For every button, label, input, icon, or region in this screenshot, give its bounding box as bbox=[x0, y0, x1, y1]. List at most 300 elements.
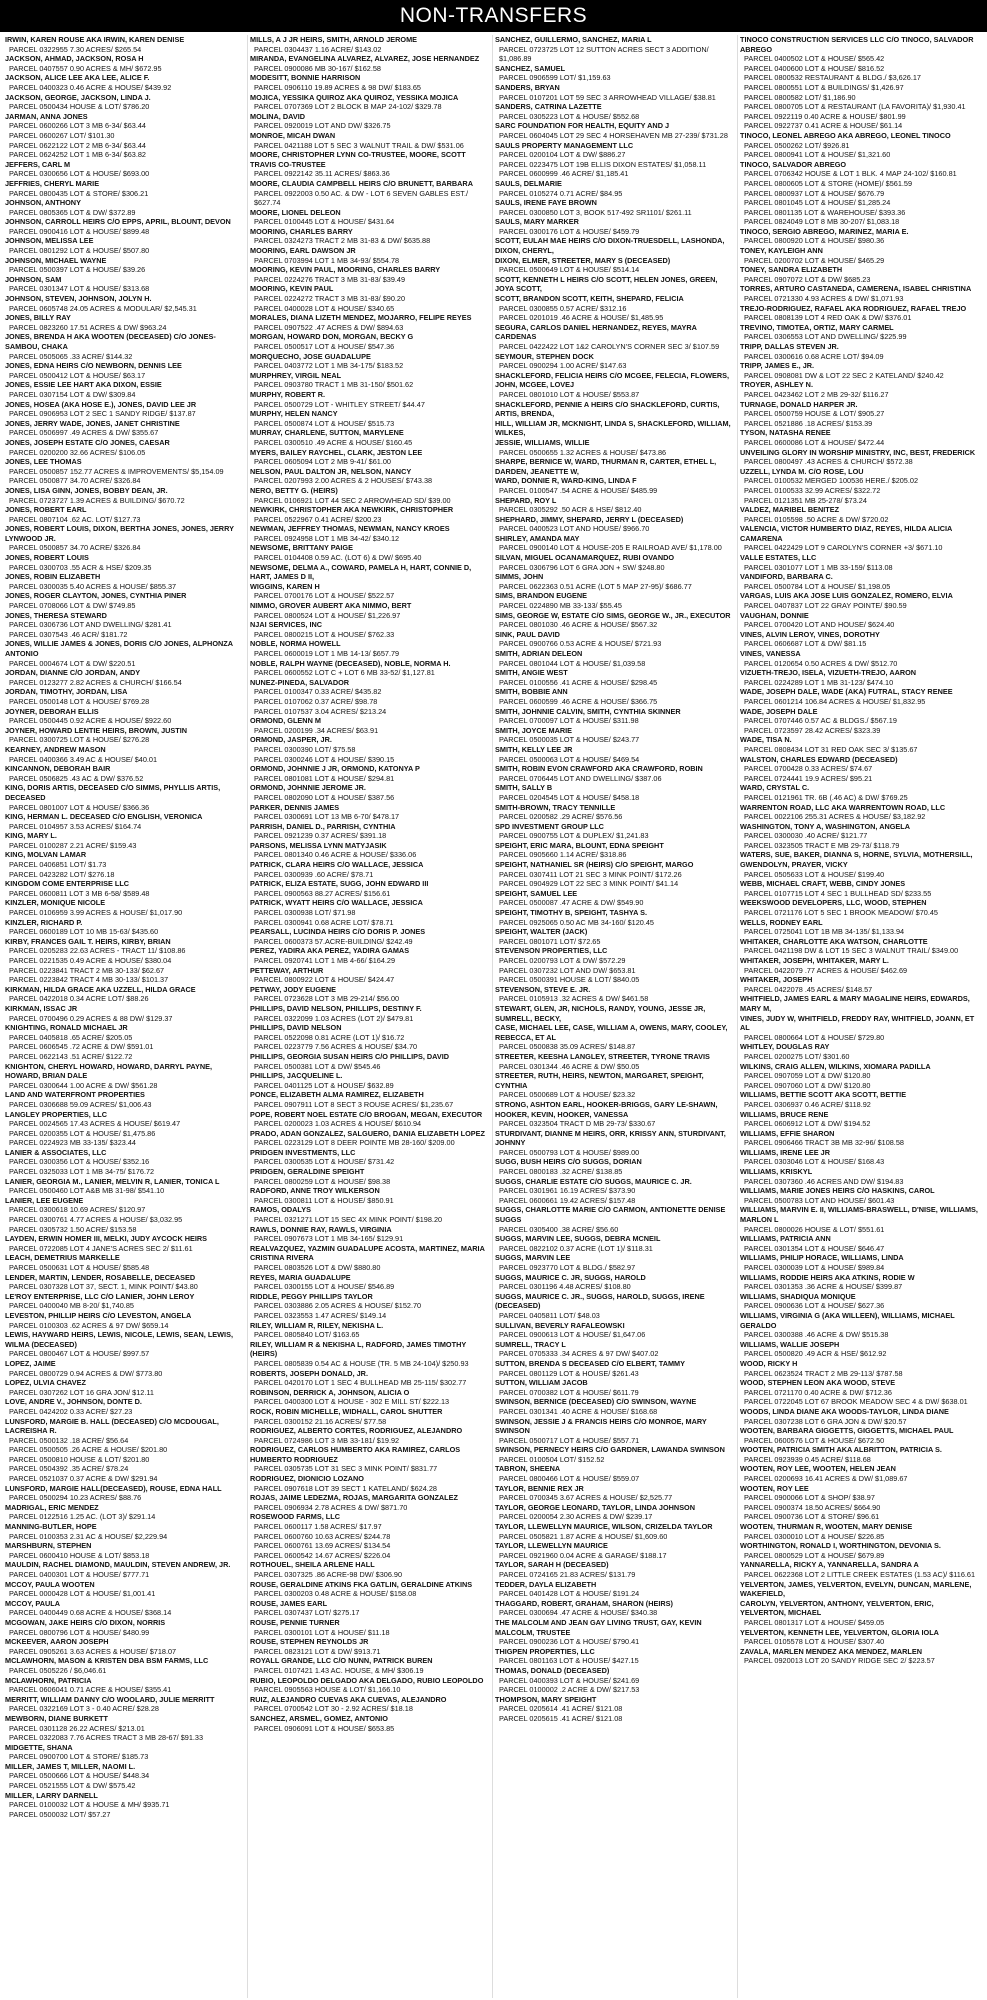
owner-name: MURPHREY, VIRGIL NEAL bbox=[250, 370, 342, 380]
owner-name: LAYDEN, ERWIN HOMER III, MELKI, JUDY AYCOCK HEIRS bbox=[5, 1234, 208, 1244]
listing-entry bbox=[250, 371, 490, 390]
listing-entry bbox=[5, 831, 245, 850]
listing-entry bbox=[250, 112, 490, 131]
owner-name: SAULS, DELMARIE bbox=[495, 178, 562, 188]
owner-name: WORTHINGTON, RONALD I, WORTHINGTON, DEVONIA S. bbox=[740, 1541, 941, 1551]
listing-entry bbox=[5, 35, 245, 54]
owner-name: SAULS, IRENE FAYE BROWN bbox=[495, 198, 597, 208]
parcel-line: PARCEL 0622122 LOT 2 MB 6-34/ $63.44 bbox=[9, 140, 146, 150]
listing-entry bbox=[740, 1560, 981, 1579]
owner-name: WEEKSWOOD DEVELOPERS, LLC, WOOD, STEPHEN bbox=[740, 898, 927, 908]
parcel-line: PARCEL 0521555 LOT & DW/ $575.42 bbox=[9, 1781, 136, 1791]
listing-entry bbox=[250, 54, 490, 73]
listing-entry bbox=[250, 352, 490, 371]
owner-name: MOORE, CHRISTOPHER LYNN CO-TRUSTEE, MOORE, SCOTT TRAVIS CO-TRUSTEE bbox=[250, 150, 466, 169]
listing-entry bbox=[250, 822, 490, 841]
listing-entry bbox=[495, 1695, 735, 1714]
parcel-line: PARCEL 0500445 0.92 ACRE & HOUSE/ $922.60 bbox=[9, 716, 172, 726]
owner-name: PRIDGEN INVESTMENTS, LLC bbox=[250, 1147, 356, 1157]
parcel-line: PARCEL 0022106 255.31 ACRES & HOUSE/ $3,182.92 bbox=[744, 812, 926, 822]
owner-name: SUGGS, MARVIN LEE, SUGGS, DEBRA MCNEIL bbox=[495, 1234, 661, 1244]
listing-entry bbox=[495, 1580, 735, 1599]
listing-entry bbox=[740, 707, 981, 726]
owner-name: KNIGHTON, CHERYL HOWARD, HOWARD, DARRYL PAYNE, HOWARD, BRIAN DALE bbox=[5, 1061, 213, 1081]
listing-entry bbox=[250, 1541, 490, 1551]
parcel-line: PARCEL 0500793 LOT & HOUSE/ $989.00 bbox=[499, 1147, 640, 1157]
parcel-line: PARCEL 0922003 0.50 AC. & DW - LOT 6 SEVEN GABLES EST./ $627.74 bbox=[254, 188, 469, 208]
listing-entry bbox=[250, 1167, 490, 1186]
listing-entry bbox=[495, 236, 735, 255]
parcel-line: PARCEL 0907618 LOT 39 SECT 1 KATELAND/ $624.28 bbox=[254, 1483, 437, 1493]
parcel-line: PARCEL 0322099 1.03 ACRES (LOT 2)/ $479.81 bbox=[254, 1013, 414, 1023]
parcel-line: PARCEL 0500381 LOT & DW/ $545.46 bbox=[254, 1061, 381, 1071]
owner-name: CASE, MICHAEL LEE, CASE, WILLIAM A, OWENS, MARY, COOLEY, REBECCA, ET AL bbox=[495, 1023, 728, 1042]
listing-entry bbox=[250, 1551, 490, 1561]
owner-name: JACKSON, AHMAD, JACKSON, ROSA H bbox=[5, 54, 144, 64]
parcel-line: PARCEL 0800497 .43 ACRES & CHURCH/ $572.38 bbox=[744, 457, 913, 467]
parcel-line: PARCEL 0906466 TRACT 3B MB 32-96/ $108.58 bbox=[744, 1138, 904, 1148]
owner-name: ROSEWOOD FARMS, LLC bbox=[250, 1512, 340, 1522]
listing-entry bbox=[495, 1340, 735, 1359]
listing-entry bbox=[5, 937, 245, 956]
listing-entry bbox=[250, 1532, 490, 1542]
owner-name: TROYER, ASHLEY N. bbox=[740, 380, 813, 390]
listing-entry bbox=[495, 1397, 735, 1416]
owner-name: MOORING, KEVIN PAUL, MOORING, CHARLES BARRY bbox=[250, 265, 441, 275]
owner-name: TREJO-RODRIGUEZ, RAFAEL AKA RODRIGUEZ, RAFAEL TREJO bbox=[740, 303, 967, 313]
listing-column-3 bbox=[493, 35, 738, 1998]
parcel-line: PARCEL 0200582 .29 ACRE/ $576.56 bbox=[499, 812, 623, 822]
listing-entry bbox=[740, 1081, 981, 1091]
listing-entry bbox=[5, 1464, 245, 1474]
parcel-line: PARCEL 0800705 LOT & RESTAURANT (LA FAVORITA)/ $1,930.41 bbox=[744, 102, 966, 112]
parcel-line: PARCEL 0900563 88.27 ACRES/ $156.61 bbox=[254, 888, 391, 898]
owner-name: STREETER, KEESHA LANGLEY, STREETER, TYRONE TRAVIS bbox=[495, 1051, 710, 1061]
parcel-line: PARCEL 0705333 .34 ACRES & 97 DW/ $407.02 bbox=[499, 1349, 659, 1359]
owner-name: KIRKMAN, HILDA GRACE AKA UZZELL, HILDA GRACE bbox=[5, 984, 196, 994]
owner-name: JONES, LEE THOMAS bbox=[5, 457, 82, 467]
listing-entry bbox=[250, 716, 490, 735]
listing-entry bbox=[495, 841, 735, 860]
parcel-line: PARCEL 0120654 0.50 ACRES & DW/ $512.70 bbox=[744, 658, 898, 668]
parcel-line: PARCEL 0905660 1.14 ACRE/ $318.86 bbox=[499, 850, 627, 860]
parcel-line: PARCEL 0801292 LOT & HOUSE/ $507.80 bbox=[9, 246, 150, 256]
listing-entry bbox=[5, 1311, 245, 1330]
owner-name: YELVERTON, KENNETH LEE, YELVERTON, GLORIA IOLA bbox=[740, 1627, 939, 1637]
owner-name: TINOCO, LEONEL ABREGO AKA ABREGO, LEONEL TINOCO bbox=[740, 130, 951, 140]
parcel-line: PARCEL 0606041 0.71 ACRE & HOUSE/ $355.41 bbox=[9, 1685, 172, 1695]
owner-name: WILKINS, CRAIG ALLEN, WILKINS, XIOMARA PADILLA bbox=[740, 1061, 931, 1071]
owner-name: JONES, EDNA HEIRS C/O NEWBORN, DENNIS LEE bbox=[5, 361, 182, 371]
listing-entry bbox=[250, 409, 490, 428]
listing-entry bbox=[740, 1129, 981, 1148]
parcel-line: PARCEL 0100504 LOT/ $152.52 bbox=[499, 1454, 605, 1464]
parcel-line: PARCEL 0601214 106.84 ACRES & HOUSE/ $1,832.95 bbox=[744, 696, 926, 706]
owner-name: NIMMO, GROVER AUBERT AKA NIMMO, BERT bbox=[250, 601, 412, 611]
owner-name: JONES, ROBERT EARL bbox=[5, 505, 87, 515]
parcel-line: PARCEL 0907673 LOT 1 MB 34-165/ $129.91 bbox=[254, 1234, 404, 1244]
listing-entry bbox=[740, 1273, 981, 1292]
owner-name: STEVENSON, STEVE E. JR. bbox=[495, 984, 591, 994]
parcel-line: PARCEL 0405811 LOT/ $48.03 bbox=[499, 1310, 600, 1320]
listing-column-2 bbox=[248, 35, 493, 1998]
listing-entry bbox=[5, 1292, 245, 1311]
owner-name: VALDEZ, MARIBEL BENITEZ bbox=[740, 505, 840, 515]
listing-entry bbox=[740, 774, 981, 784]
parcel-line: PARCEL 0301341 .40 ACRE & HOUSE/ $168.68 bbox=[499, 1406, 658, 1416]
parcel-line: PARCEL 0107421 1.43 AC. HOUSE, & MH/ $306.19 bbox=[254, 1665, 424, 1675]
parcel-line: PARCEL 0800937 LOT & HOUSE/ $676.79 bbox=[744, 188, 885, 198]
parcel-line: PARCEL 0724165 21.83 ACRES/ $131.79 bbox=[499, 1570, 636, 1579]
listing-entry bbox=[740, 994, 981, 1013]
owner-name: LEACH, DEMETRIUS MARKELLE bbox=[5, 1253, 120, 1263]
owner-name: HILL, WILLIAM JR, MCKNIGHT, LINDA S, SHACKLEFORD, WILLIAM, WILKES, bbox=[495, 418, 731, 438]
listing-entry bbox=[495, 1004, 735, 1023]
parcel-line: PARCEL 0106921 LOT 44 SEC 2 ARROWHEAD SD/ $39.00 bbox=[254, 495, 451, 505]
owner-name: WOOD, RICKY H bbox=[740, 1358, 798, 1368]
listing-entry bbox=[740, 198, 981, 208]
listing-entry bbox=[495, 1714, 735, 1724]
owner-name: STEVENSON PROPERTIES, LLC bbox=[495, 946, 608, 956]
listing-entry bbox=[740, 803, 981, 822]
parcel-line: PARCEL 0923770 LOT & BLDG./ $582.97 bbox=[499, 1263, 636, 1272]
listing-entry bbox=[5, 419, 245, 438]
listing-entry bbox=[5, 1397, 245, 1416]
parcel-line: PARCEL 0224276 TRACT 3 MB 31-83/ $39.49 bbox=[254, 274, 406, 284]
listing-entry bbox=[740, 1541, 981, 1560]
listing-entry bbox=[5, 611, 245, 630]
parcel-line: PARCEL 0223779 7.56 ACRES & HOUSE/ $34.70 bbox=[254, 1042, 418, 1052]
parcel-line: PARCEL 0301196 4.48 ACRES/ $108.80 bbox=[499, 1282, 631, 1292]
owner-name: PHILLIPS, DAVID NELSON, PHILLIPS, DESTINY F. bbox=[250, 1003, 422, 1013]
parcel-line: PARCEL 0920019 LOT AND DW/ $326.75 bbox=[254, 121, 391, 131]
owner-name: SMITH, ROBIN EVON CRAWFORD AKA CRAWFORD, ROBIN bbox=[495, 764, 703, 774]
listing-entry bbox=[250, 304, 490, 314]
parcel-line: PARCEL 0721176 LOT 5 SEC 1 BROOK MEADOW/ $70.45 bbox=[744, 908, 938, 918]
owner-name: MORALES, DIANA LIZETH MENDEZ, MOJARRO, FELIPE REYES bbox=[250, 313, 472, 323]
parcel-line: PARCEL 0600542 14.67 ACRES/ $226.04 bbox=[254, 1550, 391, 1560]
parcel-line: PARCEL 0922737 0.41 ACRE & HOUSE/ $61.14 bbox=[744, 121, 903, 131]
listing-entry bbox=[5, 1167, 245, 1177]
parcel-line: PARCEL 0500655 1.32 ACRES & HOUSE/ $473.86 bbox=[499, 447, 667, 457]
listing-entry bbox=[5, 707, 245, 726]
parcel-line: PARCEL 0900374 18.50 ACRES/ $664.90 bbox=[744, 1502, 881, 1512]
listing-entry bbox=[740, 649, 981, 668]
listing-entry bbox=[495, 726, 735, 745]
listing-column-4 bbox=[738, 35, 983, 1998]
owner-name: SHACKLEFORD, FELICIA HEIRS C/O MCGEE, FELECIA, FLOWERS, JOHN, MCGEE, LOVEJ bbox=[495, 370, 730, 390]
owner-name: RAMOS, ODALYS bbox=[250, 1205, 311, 1215]
owner-name: WHITAKER, JOSEPH bbox=[740, 975, 813, 985]
listing-entry bbox=[5, 966, 245, 976]
parcel-line: PARCEL 0803526 LOT & DW/ $880.80 bbox=[254, 1263, 381, 1272]
owner-name: WHITAKER, CHARLOTTE AKA WATSON, CHARLOTTE bbox=[740, 936, 928, 946]
owner-name: MYERS, BAILEY RAYCHEL, CLARK, JESTON LEE bbox=[250, 447, 423, 457]
owner-name: VANDIFORD, BARBARA C. bbox=[740, 572, 833, 582]
owner-name: WADE, JOSEPH DALE, WADE (AKA) FUTRAL, STACY RENEE bbox=[740, 687, 953, 697]
owner-name: SUGGS, MAURICE C. JR, SUGGS, HAROLD bbox=[495, 1272, 646, 1282]
parcel-line: PARCEL 0307262 LOT 16 GRA JON/ $12.11 bbox=[9, 1387, 154, 1397]
parcel-line: PARCEL 0500412 LOT & HOUSE/ $63.17 bbox=[9, 370, 146, 380]
listing-entry bbox=[250, 428, 490, 447]
owner-name: SHEPHARD, JIMMY, SHEPARD, JERRY L (DECEASED) bbox=[495, 514, 684, 524]
listing-entry bbox=[250, 543, 490, 562]
listing-entry bbox=[250, 639, 490, 658]
parcel-line: PARCEL 0908081 DW & LOT 22 SEC 2 KATELAND/ $240.42 bbox=[744, 370, 944, 380]
listing-entry bbox=[740, 102, 981, 112]
owner-name: WILLIAMS, IRENE LEE JR bbox=[740, 1147, 830, 1157]
listing-entry bbox=[495, 515, 735, 534]
parcel-line: PARCEL 0623524 TRACT 2 MB 29-113/ $787.58 bbox=[744, 1368, 903, 1378]
parcel-line: PARCEL 0307437 LOT/ $275.17 bbox=[254, 1608, 360, 1618]
parcel-line: PARCEL 0900755 LOT & DUPLEX/ $1,241.83 bbox=[499, 831, 649, 841]
owner-name: WOODS, LINDA DIANE AKA WOODS-TAYLOR, LINDA DIANE bbox=[740, 1406, 949, 1416]
parcel-line: PARCEL 0505633 LOT & HOUSE/ $199.40 bbox=[744, 869, 885, 879]
parcel-line: PARCEL 0224289 LOT 1 MB 31-123/ $474.10 bbox=[744, 677, 894, 687]
parcel-line: PARCEL 0300656 LOT & HOUSE/ $693.00 bbox=[9, 169, 150, 179]
listing-entry bbox=[5, 1417, 245, 1446]
owner-name: JONES, ROBIN ELIZABETH bbox=[5, 572, 101, 582]
owner-name: KEARNEY, ANDREW MASON bbox=[5, 744, 106, 754]
owner-name: MOORE, LIONEL DELEON bbox=[250, 207, 341, 217]
listing-entry bbox=[740, 64, 981, 74]
listing-entry bbox=[740, 879, 981, 898]
parcel-line: PARCEL 0323504 TRACT D MB 29-73/ $330.67 bbox=[499, 1119, 656, 1129]
owner-name: PRIDGEN, GERALDINE SPEIGHT bbox=[250, 1167, 365, 1177]
parcel-line: PARCEL 0801007 LOT & HOUSE/ $366.36 bbox=[9, 802, 150, 812]
parcel-line: PARCEL 0201019 .46 ACRE & HOUSE/ $1,485.95 bbox=[499, 313, 664, 323]
owner-name: JORDAN, DIANNE C/O JORDAN, ANDY bbox=[5, 668, 141, 678]
parcel-line: PARCEL 0303046 LOT & HOUSE/ $168.43 bbox=[744, 1157, 885, 1167]
listing-entry bbox=[740, 1407, 981, 1426]
listing-entry bbox=[5, 1580, 245, 1599]
listing-entry bbox=[495, 217, 735, 236]
owner-name: VALENCIA, VICTOR HUMBERTO DIAZ, REYES, HILDA ALICIA CAMARENA bbox=[740, 524, 953, 543]
parcel-line: PARCEL 0307154 LOT & DW/ $309.84 bbox=[9, 389, 136, 399]
listing-entry bbox=[5, 745, 245, 764]
listing-entry bbox=[740, 1340, 981, 1359]
parcel-line: PARCEL 0725041 LOT 1B MB 34-135/ $1,133.94 bbox=[744, 927, 905, 937]
parcel-line: PARCEL 0805365 LOT & DW/ $372.89 bbox=[9, 207, 136, 217]
parcel-line: PARCEL 0721330 4.93 ACRES & DW/ $1,071.93 bbox=[744, 294, 904, 304]
parcel-line: PARCEL 0600599 .46 ACRE & HOUSE/ $366.75 bbox=[499, 696, 658, 706]
parcel-line: PARCEL 0622368 LOT 2 LITTLE CREEK ESTATES (1.53 AC)/ $116.61 bbox=[744, 1570, 976, 1579]
parcel-line: PARCEL 0805840 LOT/ $163.65 bbox=[254, 1330, 360, 1340]
owner-name: KINZLER, RICHARD P. bbox=[5, 917, 83, 927]
parcel-line: PARCEL 0407837 LOT 22 GRAY POINTE/ $90.59 bbox=[744, 601, 907, 611]
parcel-line: PARCEL 0323553 1.47 ACRES/ $149.14 bbox=[254, 1310, 387, 1320]
owner-name: ROTHOUEL, SHEILA ARLENE HALL bbox=[250, 1560, 375, 1570]
owner-name: SMITH, SALLY B bbox=[495, 783, 553, 793]
parcel-line: PARCEL 0723628 LOT 3 MB 29-214/ $56.00 bbox=[254, 994, 400, 1004]
parcel-line: PARCEL 0922119 0.40 ACRE & HOUSE/ $801.99 bbox=[744, 111, 906, 121]
listing-entry bbox=[250, 1512, 490, 1531]
listing-entry bbox=[250, 131, 490, 150]
owner-name: SPEIGHT, TIMOTHY B, SPEIGHT, TASHYA S. bbox=[495, 908, 648, 918]
parcel-line: PARCEL 0500087 .47 ACRE & DW/ $549.90 bbox=[499, 898, 644, 908]
owner-name: VAUGHAN, DONNIE bbox=[740, 610, 809, 620]
listing-entry bbox=[740, 1426, 981, 1445]
parcel-line: PARCEL 0500874 LOT & HOUSE/ $515.73 bbox=[254, 418, 395, 428]
parcel-line: PARCEL 0907059 LOT & DW/ $120.80 bbox=[744, 1071, 871, 1081]
owner-name: MORGAN, HOWARD DON, MORGAN, BECKY G bbox=[250, 332, 414, 342]
parcel-line: PARCEL 0800466 LOT & HOUSE/ $559.07 bbox=[499, 1474, 640, 1484]
listing-entry bbox=[740, 524, 981, 553]
owner-name: TINOCO, SALVADOR ABREGO bbox=[740, 159, 847, 169]
parcel-line: PARCEL 0300039 LOT & HOUSE/ $989.84 bbox=[744, 1263, 885, 1272]
parcel-line: PARCEL 0301354 LOT & HOUSE/ $646.47 bbox=[744, 1243, 885, 1253]
owner-name: PHILLIPS, JACQUELINE L. bbox=[250, 1071, 343, 1081]
parcel-line: PARCEL 0106959 3.99 ACRES & HOUSE/ $1,017.90 bbox=[9, 908, 183, 918]
parcel-line: PARCEL 0100347 0.33 ACRE/ $435.82 bbox=[254, 687, 382, 697]
owner-name: SUTTON, WILLIAM JACOB bbox=[495, 1378, 588, 1388]
listing-entry bbox=[5, 1714, 245, 1733]
listing-entry bbox=[250, 332, 490, 351]
parcel-line: PARCEL 0808434 LOT 31 RED OAK SEC 3/ $135.67 bbox=[744, 744, 918, 754]
listing-entry bbox=[250, 524, 490, 543]
listing-entry bbox=[495, 1599, 735, 1618]
owner-name: ROUSE, GERALDINE ATKINS FKA GATLIN, GERALDINE ATKINS bbox=[250, 1579, 473, 1589]
parcel-line: PARCEL 0500391 HOUSE & LOT/ $840.05 bbox=[499, 975, 640, 985]
listing-entry bbox=[495, 908, 735, 927]
listing-entry bbox=[250, 985, 490, 1004]
listing-entry bbox=[5, 217, 245, 236]
listing-entry bbox=[495, 764, 735, 783]
listing-entry bbox=[495, 371, 735, 400]
listing-entry bbox=[5, 1656, 245, 1675]
owner-name: WADE, TISA N. bbox=[740, 735, 792, 745]
listing-entry bbox=[740, 428, 981, 447]
owner-name: NOBLE, NORMA HOWELL bbox=[250, 639, 341, 649]
owner-name: UNVEILING GLORY IN WORSHIP MINISTRY, INC, BEST, FREDERICK bbox=[740, 447, 976, 457]
parcel-line: PARCEL 0600266 LOT 3 MB 6-34/ $63.44 bbox=[9, 121, 146, 131]
owner-name: LE'ROY ENTERPRISE, LLC C/O LANIER, JOHN LEROY bbox=[5, 1291, 195, 1301]
owner-name: WILLIAMS, KRISKYL bbox=[740, 1167, 813, 1177]
parcel-line: PARCEL 0300101 LOT & HOUSE/ $11.18 bbox=[254, 1627, 390, 1637]
owner-name: TAYLOR, BENNIE REX JR bbox=[495, 1483, 584, 1493]
listing-entry bbox=[250, 1580, 490, 1599]
listing-entry bbox=[250, 1340, 490, 1369]
listing-entry bbox=[250, 1321, 490, 1340]
listing-entry bbox=[740, 505, 981, 524]
parcel-line: PARCEL 0600576 LOT & HOUSE/ $672.50 bbox=[744, 1435, 885, 1445]
owner-name: STRONG, ASHTON EARL, HOOKER-BRIGGS, GARY LE-SHAWN, HOOKER, KEVIN, HOOKER, VANESSA bbox=[495, 1099, 718, 1119]
parcel-line: PARCEL 0123277 2.82 ACRES & CHURCH/ $166.54 bbox=[9, 677, 182, 687]
parcel-line: PARCEL 0824049 LOT 8 MB 30-207/ $1,083.18 bbox=[744, 217, 900, 227]
parcel-line: PARCEL 0100353 2.31 AC & HOUSE/ $2,229.94 bbox=[9, 1531, 168, 1541]
owner-name: SCOTT, EULAH MAE HEIRS C/O DIXON-TRUESDELL, LASHONDA, DIXON, CHERYL, bbox=[495, 236, 725, 256]
parcel-line: PARCEL 0801081 LOT & HOUSE/ $294.81 bbox=[254, 773, 395, 783]
owner-name: SIMS, BRANDON EUGENE bbox=[495, 591, 588, 601]
listing-entry bbox=[5, 783, 245, 812]
listing-entry bbox=[740, 1292, 981, 1311]
parcel-line: PARCEL 0522967 0.41 ACRE/ $200.23 bbox=[254, 514, 382, 524]
listing-entry bbox=[5, 1129, 245, 1139]
parcel-line: PARCEL 0121961 TR. 6B (.46 AC) & DW/ $769.25 bbox=[744, 792, 908, 802]
listing-entry bbox=[740, 419, 981, 429]
listing-entry bbox=[740, 918, 981, 937]
parcel-line: PARCEL 0600811 LOT 3 MB 6-58/ $589.48 bbox=[9, 888, 150, 898]
owner-name: PARSONS, MELISSA LYNN MATYJASIK bbox=[250, 840, 387, 850]
listing-entry bbox=[495, 822, 735, 841]
parcel-line: PARCEL 0600189 LOT 10 MB 15-63/ $435.60 bbox=[9, 927, 159, 937]
listing-entry bbox=[495, 1445, 735, 1464]
parcel-line: PARCEL 0800922 LOT & HOUSE/ $424.47 bbox=[254, 975, 395, 985]
listing-entry bbox=[495, 1417, 735, 1446]
listing-entry bbox=[5, 486, 245, 505]
parcel-line: PARCEL 0422422 LOT 1&2 CAROLYN'S CORNER SEC 3/ $107.59 bbox=[499, 342, 720, 351]
owner-name: PHILLIPS, DAVID NELSON bbox=[250, 1023, 342, 1033]
owner-name: MANNING-BUTLER, HOPE bbox=[5, 1522, 97, 1532]
listing-entry bbox=[250, 1186, 490, 1205]
listing-entry bbox=[740, 448, 981, 467]
listing-entry bbox=[250, 697, 490, 707]
owner-name: WOOTEN, BARBARA GIGGETTS, GIGGETTS, MICHAEL PAUL bbox=[740, 1426, 954, 1436]
parcel-line: PARCEL 0907522 .47 ACRES & DW/ $894.63 bbox=[254, 322, 404, 332]
parcel-line: PARCEL 0800532 RESTAURANT & BLDG./ $3,626.17 bbox=[744, 73, 921, 83]
parcel-line: PARCEL 0205614 .41 ACRE/ $121.08 bbox=[499, 1704, 623, 1714]
parcel-line: PARCEL 0500063 LOT & HOUSE/ $469.54 bbox=[499, 754, 640, 764]
owner-name: WADE, JOSEPH DALE bbox=[740, 706, 818, 716]
owner-name: LOPEZ, ULVIA CHAVEZ bbox=[5, 1378, 86, 1388]
listing-entry bbox=[250, 1474, 490, 1493]
parcel-line: PARCEL 0324273 TRACT 2 MB 31-83 & DW/ $635.88 bbox=[254, 236, 431, 246]
owner-name: RADFORD, ANNE TROY WILKERSON bbox=[250, 1186, 380, 1196]
owner-name: SMITH, BOBBIE ANN bbox=[495, 687, 568, 697]
owner-name: SANCHEZ, ARSMEL, GOMEZ, ANTONIO bbox=[250, 1713, 388, 1723]
listing-entry bbox=[5, 1225, 245, 1235]
parcel-line: PARCEL 0600086 LOT & HOUSE/ $472.44 bbox=[744, 437, 885, 447]
owner-name: JONES, JOSEPH ESTATE C/O JONES, CAESAR bbox=[5, 437, 170, 447]
owner-name: IRWIN, KAREN ROUSE AKA IRWIN, KAREN DENISE bbox=[5, 35, 185, 44]
owner-name: SUMRELL, TRACY L bbox=[495, 1339, 566, 1349]
listing-entry bbox=[250, 735, 490, 754]
listing-entry bbox=[495, 198, 735, 217]
listing-entry bbox=[495, 64, 735, 83]
parcel-line: PARCEL 0506997 .49 ACRES & DW/ $355.67 bbox=[9, 428, 159, 438]
listing-entry bbox=[5, 524, 245, 553]
listing-entry bbox=[495, 438, 735, 457]
listing-entry bbox=[495, 141, 735, 160]
parcel-line: PARCEL 0400323 0.46 ACRE & HOUSE/ $439.92 bbox=[9, 82, 172, 92]
owner-name: THOMAS, DONALD (DECEASED) bbox=[495, 1665, 610, 1675]
listing-entry bbox=[740, 1311, 981, 1340]
parcel-line: PARCEL 0200693 16.41 ACRES & DW/ $1,089.67 bbox=[744, 1474, 908, 1484]
parcel-line: PARCEL 0306736 LOT AND DWELLING/ $281.41 bbox=[9, 620, 172, 630]
parcel-line: PARCEL 0107715 LOT 4 SEC 1 BULLHEAD SD/ $233.55 bbox=[744, 888, 932, 898]
listing-entry bbox=[5, 1474, 245, 1484]
owner-name: WILLIAMS, WALLIE JOSEPH bbox=[740, 1339, 840, 1349]
owner-name: SUGGS, MAURICE C. JR., SUGGS, HAROLD, SUGGS, IRENE (DECEASED) bbox=[495, 1291, 705, 1311]
listing-entry bbox=[250, 1225, 490, 1244]
owner-name: YELVERTON, JAMES, YELVERTON, EVELYN, DUNCAN, MARLENE, WAKEFIELD, bbox=[740, 1579, 972, 1599]
listing-entry bbox=[495, 611, 735, 630]
listing-entry bbox=[250, 179, 490, 208]
listing-entry bbox=[250, 467, 490, 486]
listing-entry bbox=[740, 160, 981, 179]
parcel-line: PARCEL 0500262 LOT/ $926.81 bbox=[744, 140, 850, 150]
parcel-line: PARCEL 0100287 2.21 ACRE/ $159.43 bbox=[9, 840, 137, 850]
listing-entry bbox=[5, 332, 245, 361]
parcel-line: PARCEL 0600267 LOT/ $101.30 bbox=[9, 130, 115, 140]
parcel-line: PARCEL 0723727 1.39 ACRES & BUILDING/ $670.72 bbox=[9, 495, 185, 505]
parcel-line: PARCEL 0900086 MB 30-167/ $162.58 bbox=[254, 63, 381, 73]
parcel-line: PARCEL 0800551 LOT & BUILDINGS/ $1,426.97 bbox=[744, 82, 904, 92]
listing-entry bbox=[5, 112, 245, 131]
owner-name: PEREZ, YADIRA AKA PEREZ, YADIRA GAMAS bbox=[250, 946, 410, 956]
parcel-line: PARCEL 0723725 LOT 12 SUTTON ACRES SECT 3 ADDITION/ $1,086.89 bbox=[499, 44, 709, 64]
listing-entry bbox=[5, 1541, 245, 1560]
